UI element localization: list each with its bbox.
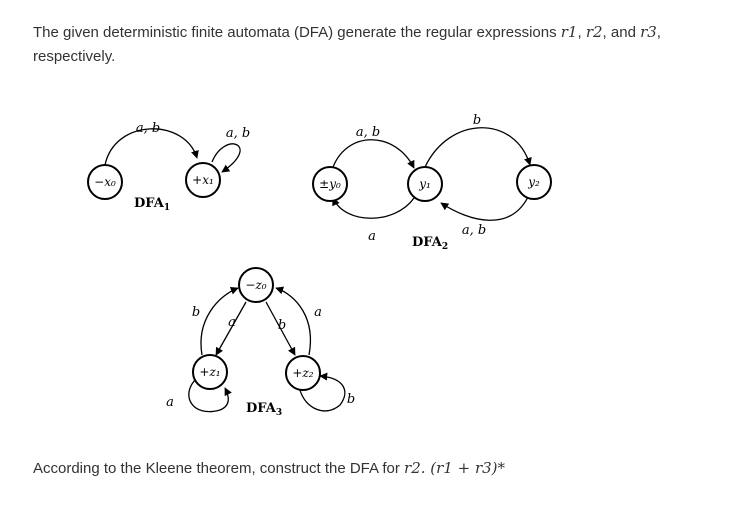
dfa1-state-x0-label: −x₀: [94, 175, 116, 189]
dfa2-title-sub: 2: [441, 242, 449, 252]
dfa3-state-z2-label: +z₂: [292, 366, 314, 380]
question-text: [33, 456, 723, 481]
dfa2-edge-y0-y1: [332, 140, 414, 170]
dfa2-edge-y1-y0: [333, 198, 414, 218]
dfa1-label-x0-x1: a, b: [135, 121, 161, 136]
dfa3-label-loop-z2: b: [346, 392, 356, 407]
dfa1-title-sub: 1: [163, 203, 171, 213]
intro-after: , respectively.: [33, 24, 661, 65]
dfa3-label-loop-z1: a: [166, 395, 174, 410]
dfa2-state-y2-label: y₂: [528, 175, 540, 189]
dfa3-title-sub: 3: [275, 408, 283, 418]
dfa2-label-y1-y2: b: [472, 113, 482, 128]
intro-sep2: , and: [602, 24, 641, 41]
dfa3-label-z2-z0: a: [314, 305, 322, 320]
dfa2: [313, 113, 551, 252]
dfa1-label-loop-x1: a, b: [225, 126, 251, 141]
dfa2-title-name: DFA: [412, 235, 442, 250]
question-before: According to the Kleene theorem, construct the DFA for: [33, 460, 405, 477]
dfa1: [88, 121, 250, 213]
dfa2-title: [412, 235, 448, 252]
intro-r1: r1: [560, 23, 578, 41]
intro-sep1: ,: [577, 24, 586, 41]
intro-before: The given deterministic finite automata (DFA) generate the regular expressions: [33, 24, 561, 41]
intro-r3: r3: [640, 23, 657, 41]
dfa3: [166, 268, 355, 418]
dfa3-state-z1-label: +z₁: [199, 365, 221, 379]
dfa2-state-y0-label: ±y₀: [319, 177, 341, 191]
dfa1-title: [134, 196, 170, 213]
question-expr: r2. (r1 + r3)*: [404, 459, 506, 477]
dfa3-title: [246, 401, 282, 418]
intro-r2: r2: [585, 23, 603, 41]
dfa3-title-name: DFA: [246, 401, 276, 416]
dfa2-state-y1-label: y₁: [419, 177, 431, 191]
dfa2-label-y0-y1: a, b: [355, 125, 381, 140]
dfa3-label-z0-z2: b: [277, 318, 287, 333]
dfa2-edge-y1-y2: [425, 128, 530, 167]
dfa3-label-z1-z0: b: [191, 305, 201, 320]
dfa3-label-z0-z1: a: [228, 315, 236, 330]
dfa1-title-name: DFA: [134, 196, 164, 211]
dfa1-state-x1-label: +x₁: [192, 173, 214, 187]
dfa3-state-z0-label: −z₀: [245, 278, 267, 292]
dfa2-label-y1-y0: a: [368, 229, 376, 244]
dfa2-label-y2-y1: a, b: [461, 223, 487, 238]
dfa2-edge-y2-y1: [441, 197, 528, 220]
